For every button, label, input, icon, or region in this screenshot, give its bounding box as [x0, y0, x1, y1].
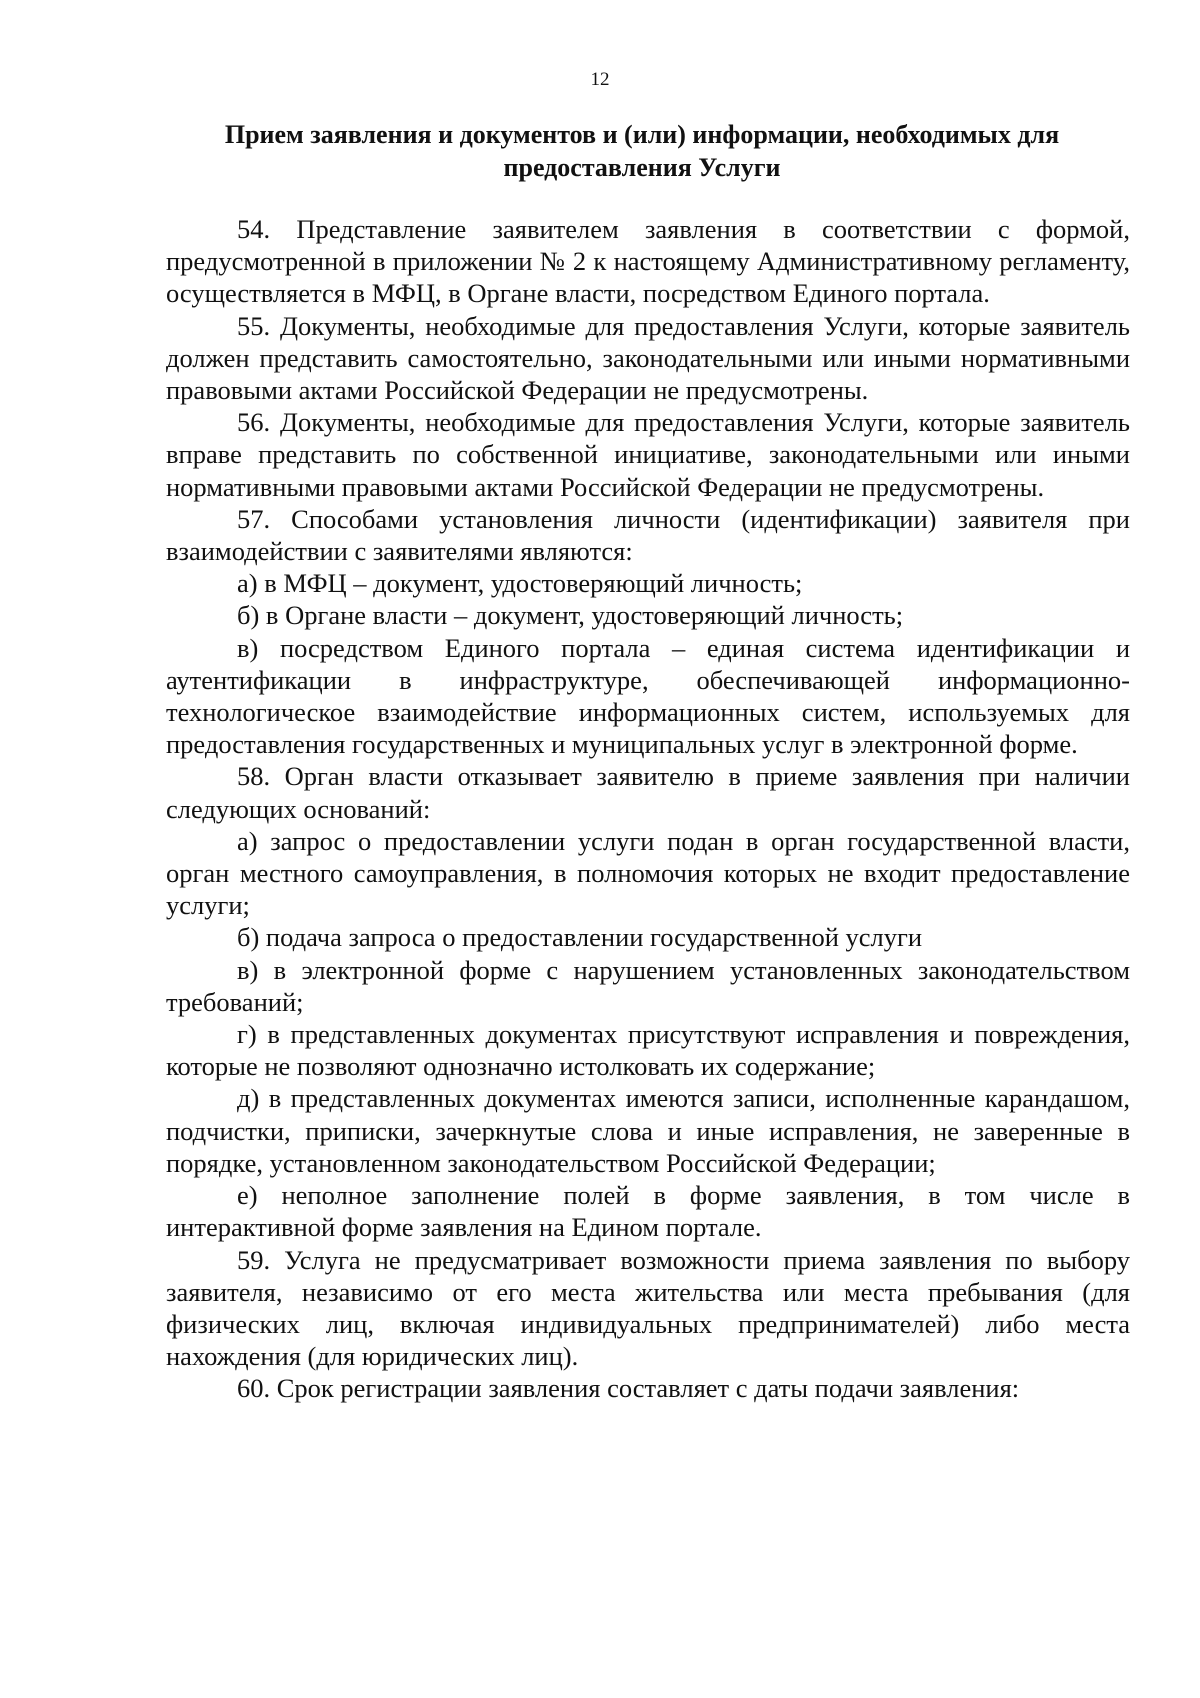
- section-heading: Прием заявления и документов и (или) информации, необходимых для предоставления Услуги: [224, 120, 1060, 182]
- paragraph-57-a: а) в МФЦ – документ, удостоверяющий личность;: [237, 568, 803, 599]
- paragraph-56: 56. Документы, необходимые для предоставления Услуги, которые заявитель вправе представить по собственной инициативе, законодательными или иными нормативными правовыми актами Российской Федерации не предусмотрены.: [166, 407, 1130, 502]
- paragraph-59: 59. Услуга не предусматривает возможности приема заявления по выбору заявителя, независимо от его места жительства или места пребывания (для физических лиц, включая индивидуальных предпринимателей) либо места нахождения (для юридических лиц).: [166, 1244, 1130, 1372]
- paragraph-55: 55. Документы, необходимые для предоставления Услуги, которые заявитель должен представить самостоятельно, законодательными или иными нормативными правовыми актами Российской Федерации не предусмотрены.: [166, 310, 1130, 406]
- paragraph-60: 60. Срок регистрации заявления составляет с даты подачи заявления:: [237, 1373, 1020, 1404]
- page-number: 12: [590, 69, 610, 90]
- paragraph-58-a: а) запрос о предоставлении услуги подан в орган государственной власти, орган местного самоуправления, в полномочия которых не входит предоставление услуги;: [166, 825, 1130, 921]
- paragraph-58-g: г) в представленных документах присутствуют исправления и повреждения, которые не позволяют однозначно истолковать их содержание;: [166, 1019, 1130, 1082]
- paragraph-58-v: в) в электронной форме с нарушением установленных законодательством требований;: [166, 954, 1130, 1017]
- document-body: [166, 213, 1130, 1405]
- paragraph-57-b: б) в Органе власти – документ, удостоверяющий личность;: [237, 600, 904, 631]
- paragraph-58-d: д) в представленных документах имеются записи, исполненные карандашом, подчистки, приписки, зачеркнутые слова и иные исправления, не заверенные в порядке, установленном законодательством Российской Федерации;: [166, 1083, 1130, 1178]
- paragraph-58: 58. Орган власти отказывает заявителю в приеме заявления при наличии следующих оснований:: [166, 761, 1130, 824]
- paragraph-57-v: в) посредством Единого портала – единая система идентификации и аутентификации в инфраструктуре, обеспечивающей информационно-технологическое взаимодействие информационных систем, используемых для предоставления государственных и муниципальных услуг в электронной форме.: [166, 632, 1130, 760]
- paragraph-54: 54. Представление заявителем заявления в соответствии с формой, предусмотренной в приложении № 2 к настоящему Административному регламенту, осуществляется в МФЦ, в Органе власти, посредством Единого портала.: [166, 214, 1130, 309]
- paragraph-57: 57. Способами установления личности (идентификации) заявителя при взаимодействии с заявителями являются:: [166, 503, 1130, 567]
- paragraph-58-b: б) подача запроса о предоставлении государственной услуги: [237, 922, 923, 953]
- paragraph-58-e: е) неполное заполнение полей в форме заявления, в том числе в интерактивной форме заявления на Едином портале.: [166, 1180, 1130, 1243]
